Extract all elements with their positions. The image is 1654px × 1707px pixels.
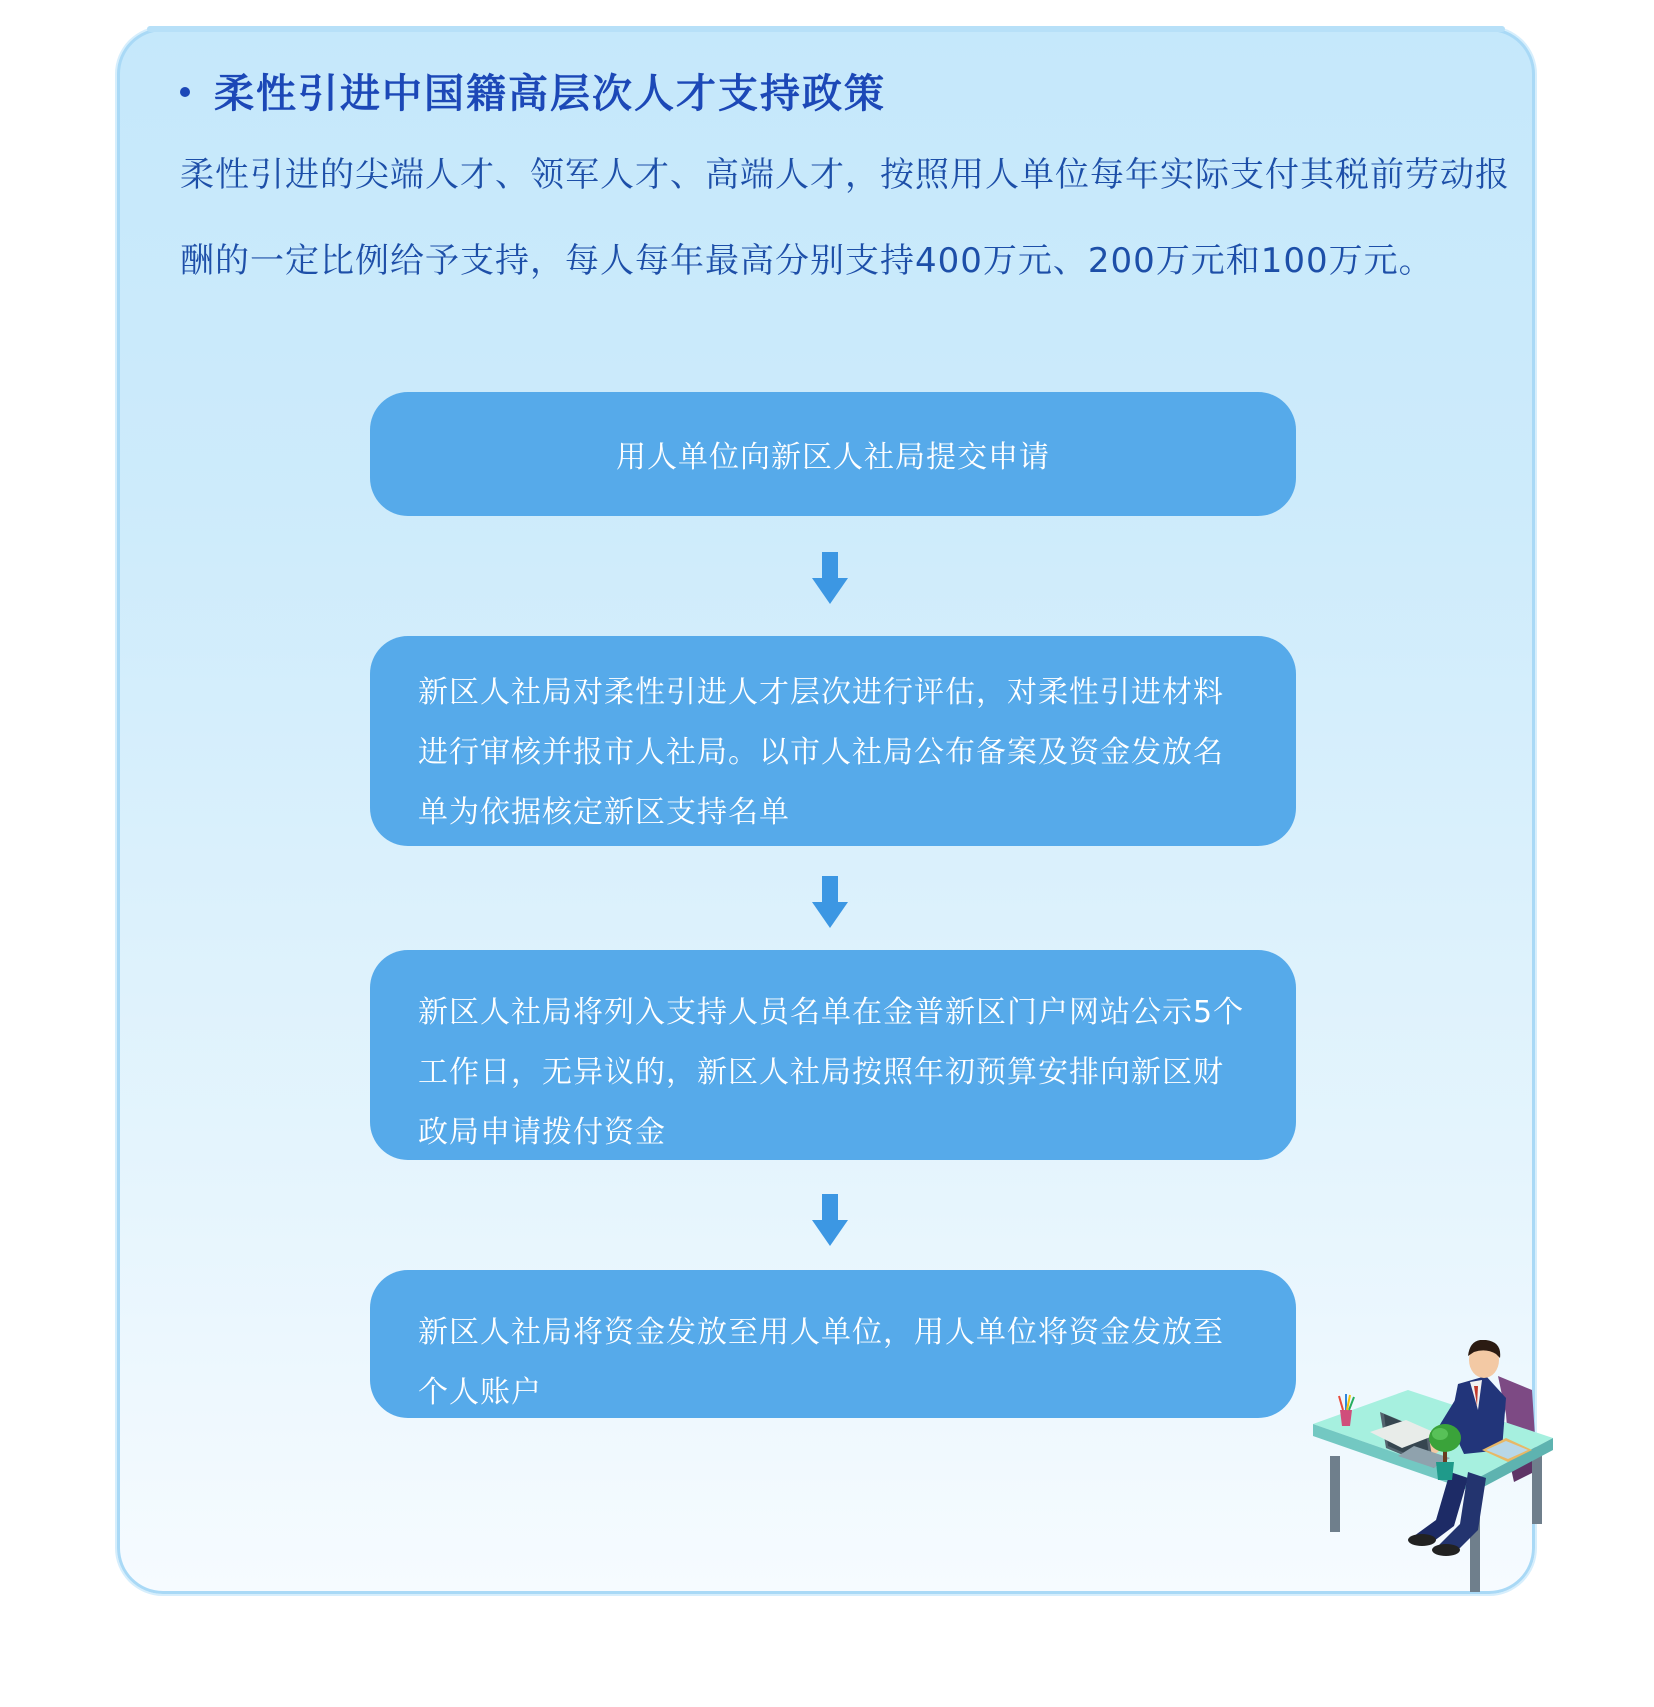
section-title-text: 柔性引进中国籍高层次人才支持政策	[214, 71, 886, 117]
flow-step-1	[370, 392, 1296, 516]
down-arrow-icon	[812, 552, 848, 604]
bullet-dot	[180, 87, 190, 97]
policy-paragraph: 柔性引进的尖端人才、领军人才、高端人才，按照用人单位每年实际支付其税前劳动报酬的一定比例给予支持，每人每年最高分别支持400万元、200万元和100万元。	[180, 155, 1510, 281]
flow-step-1-text: 用人单位向新区人社局提交申请	[616, 440, 1050, 475]
down-arrow-icon	[812, 1194, 848, 1246]
section-title	[180, 62, 886, 119]
flow-step-3: 新区人社局将列入支持人员名单在金普新区门户网站公示5个工作日，无异议的，新区人社局按照年初预算安排向新区财政局申请拨付资金	[370, 950, 1296, 1160]
down-arrow-icon	[812, 876, 848, 928]
flow-step-2: 新区人社局对柔性引进人才层次进行评估，对柔性引进材料进行审核并报市人社局。以市人社局公布备案及资金发放名单为依据核定新区支持名单	[370, 636, 1296, 846]
flow-step-4: 新区人社局将资金发放至用人单位，用人单位将资金发放至个人账户	[370, 1270, 1296, 1418]
office-worker-illustration	[1310, 1340, 1570, 1630]
